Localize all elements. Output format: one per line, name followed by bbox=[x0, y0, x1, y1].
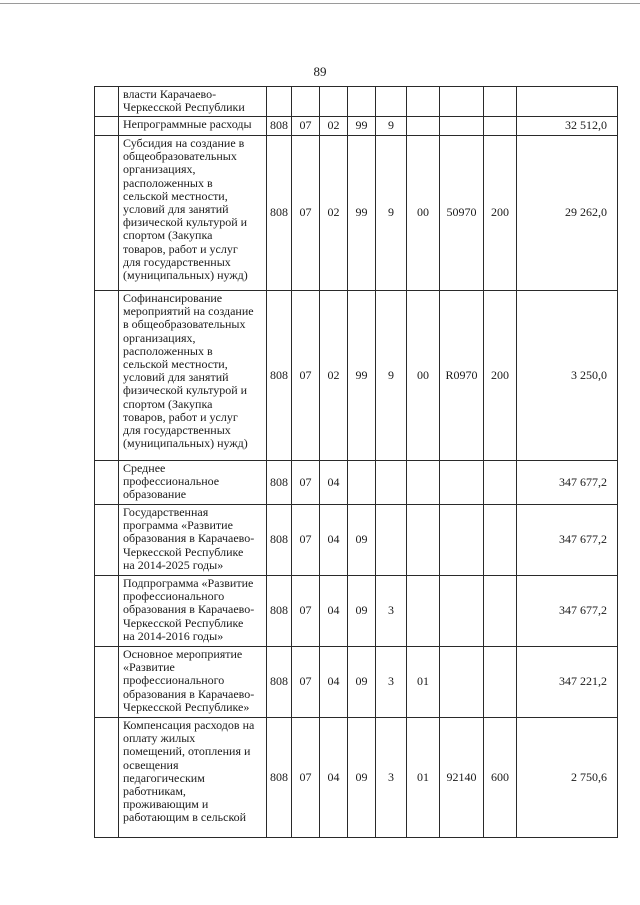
item-name-cell: Подпрограмма «Развитие профессионального образования в Карачаево- Черкесской Республике на 2014-2016 годы» bbox=[119, 576, 267, 647]
amount-cell: 347 221,2 bbox=[517, 647, 618, 718]
ved-code-cell bbox=[267, 87, 292, 117]
ved-code-cell: 808 bbox=[267, 136, 292, 291]
row-indent-cell bbox=[95, 647, 119, 718]
subsection-code-cell: 04 bbox=[320, 647, 348, 718]
activity-code-cell bbox=[407, 505, 440, 576]
amount-cell: 347 677,2 bbox=[517, 576, 618, 647]
activity-code-cell bbox=[407, 461, 440, 505]
program-code-cell: 09 bbox=[348, 505, 376, 576]
program-code-cell bbox=[348, 87, 376, 117]
page-top-rule bbox=[0, 3, 640, 4]
row-indent-cell bbox=[95, 136, 119, 291]
section-code-cell: 07 bbox=[292, 505, 320, 576]
amount-cell: 29 262,0 bbox=[517, 136, 618, 291]
program-code-cell bbox=[348, 461, 376, 505]
expense-type-cell bbox=[484, 647, 517, 718]
subprogram-code-cell: 3 bbox=[376, 647, 407, 718]
row-indent-cell bbox=[95, 87, 119, 117]
item-name-cell: власти Карачаево- Черкесской Республики bbox=[119, 87, 267, 117]
amount-cell bbox=[517, 87, 618, 117]
direction-code-cell: 92140 bbox=[440, 718, 484, 838]
amount-cell: 3 250,0 bbox=[517, 291, 618, 461]
subprogram-code-cell: 9 bbox=[376, 291, 407, 461]
direction-code-cell bbox=[440, 87, 484, 117]
program-code-cell: 09 bbox=[348, 718, 376, 838]
ved-code-cell: 808 bbox=[267, 461, 292, 505]
expense-type-cell bbox=[484, 87, 517, 117]
subprogram-code-cell: 3 bbox=[376, 576, 407, 647]
expense-type-cell: 200 bbox=[484, 136, 517, 291]
item-name-cell: Компенсация расходов на оплату жилых помещений, отопления и освещения педагогическим работникам, проживающим и работающим в сельской bbox=[119, 718, 267, 838]
direction-code-cell bbox=[440, 647, 484, 718]
program-code-cell: 99 bbox=[348, 291, 376, 461]
section-code-cell: 07 bbox=[292, 117, 320, 136]
expense-type-cell bbox=[484, 505, 517, 576]
subsection-code-cell: 04 bbox=[320, 576, 348, 647]
ved-code-cell: 808 bbox=[267, 718, 292, 838]
subsection-code-cell bbox=[320, 87, 348, 117]
table-row bbox=[95, 647, 618, 718]
activity-code-cell bbox=[407, 117, 440, 136]
item-name-cell: Основное мероприятие «Развитие профессионального образования в Карачаево- Черкесской Республике» bbox=[119, 647, 267, 718]
subprogram-code-cell: 9 bbox=[376, 117, 407, 136]
item-name-cell: Субсидия на создание в общеобразовательных организациях, расположенных в сельской местности, условий для занятий физической культурой и спортом (Закупка товаров, работ и услуг для государственных (муниципальных) нужд) bbox=[119, 136, 267, 291]
subsection-code-cell: 02 bbox=[320, 117, 348, 136]
row-indent-cell bbox=[95, 291, 119, 461]
activity-code-cell: 01 bbox=[407, 647, 440, 718]
subprogram-code-cell bbox=[376, 87, 407, 117]
budget-table-body bbox=[95, 87, 618, 838]
subprogram-code-cell: 3 bbox=[376, 718, 407, 838]
table-row bbox=[95, 576, 618, 647]
activity-code-cell: 00 bbox=[407, 291, 440, 461]
activity-code-cell bbox=[407, 87, 440, 117]
subprogram-code-cell bbox=[376, 505, 407, 576]
item-name-cell: Среднее профессиональное образование bbox=[119, 461, 267, 505]
row-indent-cell bbox=[95, 461, 119, 505]
section-code-cell: 07 bbox=[292, 718, 320, 838]
activity-code-cell: 01 bbox=[407, 718, 440, 838]
subsection-code-cell: 02 bbox=[320, 291, 348, 461]
amount-cell: 2 750,6 bbox=[517, 718, 618, 838]
subprogram-code-cell: 9 bbox=[376, 136, 407, 291]
item-name-cell: Непрограммные расходы bbox=[119, 117, 267, 136]
ved-code-cell: 808 bbox=[267, 117, 292, 136]
direction-code-cell: R0970 bbox=[440, 291, 484, 461]
section-code-cell bbox=[292, 87, 320, 117]
table-row bbox=[95, 718, 618, 838]
amount-cell: 32 512,0 bbox=[517, 117, 618, 136]
table-row bbox=[95, 87, 618, 117]
direction-code-cell: 50970 bbox=[440, 136, 484, 291]
subsection-code-cell: 04 bbox=[320, 461, 348, 505]
table-row bbox=[95, 291, 618, 461]
budget-table bbox=[94, 86, 618, 838]
direction-code-cell bbox=[440, 117, 484, 136]
row-indent-cell bbox=[95, 576, 119, 647]
section-code-cell: 07 bbox=[292, 647, 320, 718]
row-indent-cell bbox=[95, 718, 119, 838]
direction-code-cell bbox=[440, 505, 484, 576]
expense-type-cell bbox=[484, 576, 517, 647]
table-row bbox=[95, 136, 618, 291]
amount-cell: 347 677,2 bbox=[517, 461, 618, 505]
subsection-code-cell: 04 bbox=[320, 505, 348, 576]
subsection-code-cell: 02 bbox=[320, 136, 348, 291]
section-code-cell: 07 bbox=[292, 136, 320, 291]
direction-code-cell bbox=[440, 576, 484, 647]
subsection-code-cell: 04 bbox=[320, 718, 348, 838]
direction-code-cell bbox=[440, 461, 484, 505]
program-code-cell: 99 bbox=[348, 117, 376, 136]
expense-type-cell: 600 bbox=[484, 718, 517, 838]
subprogram-code-cell bbox=[376, 461, 407, 505]
section-code-cell: 07 bbox=[292, 461, 320, 505]
item-name-cell: Софинансирование мероприятий на создание в общеобразовательных организациях, расположенных в сельской местности, условий для занятий физической культурой и спортом (Закупка товаров, работ и услуг для государственных (муниципальных) нужд) bbox=[119, 291, 267, 461]
activity-code-cell bbox=[407, 576, 440, 647]
expense-type-cell bbox=[484, 461, 517, 505]
program-code-cell: 09 bbox=[348, 647, 376, 718]
expense-type-cell: 200 bbox=[484, 291, 517, 461]
ved-code-cell: 808 bbox=[267, 647, 292, 718]
section-code-cell: 07 bbox=[292, 291, 320, 461]
table-row bbox=[95, 505, 618, 576]
page-number: 89 bbox=[313, 64, 327, 79]
ved-code-cell: 808 bbox=[267, 505, 292, 576]
item-name-cell: Государственная программа «Развитие образования в Карачаево- Черкесской Республике на 2014-2025 годы» bbox=[119, 505, 267, 576]
expense-type-cell bbox=[484, 117, 517, 136]
activity-code-cell: 00 bbox=[407, 136, 440, 291]
program-code-cell: 99 bbox=[348, 136, 376, 291]
row-indent-cell bbox=[95, 117, 119, 136]
ved-code-cell: 808 bbox=[267, 576, 292, 647]
row-indent-cell bbox=[95, 505, 119, 576]
section-code-cell: 07 bbox=[292, 576, 320, 647]
amount-cell: 347 677,2 bbox=[517, 505, 618, 576]
ved-code-cell: 808 bbox=[267, 291, 292, 461]
table-row bbox=[95, 117, 618, 136]
program-code-cell: 09 bbox=[348, 576, 376, 647]
table-row bbox=[95, 461, 618, 505]
